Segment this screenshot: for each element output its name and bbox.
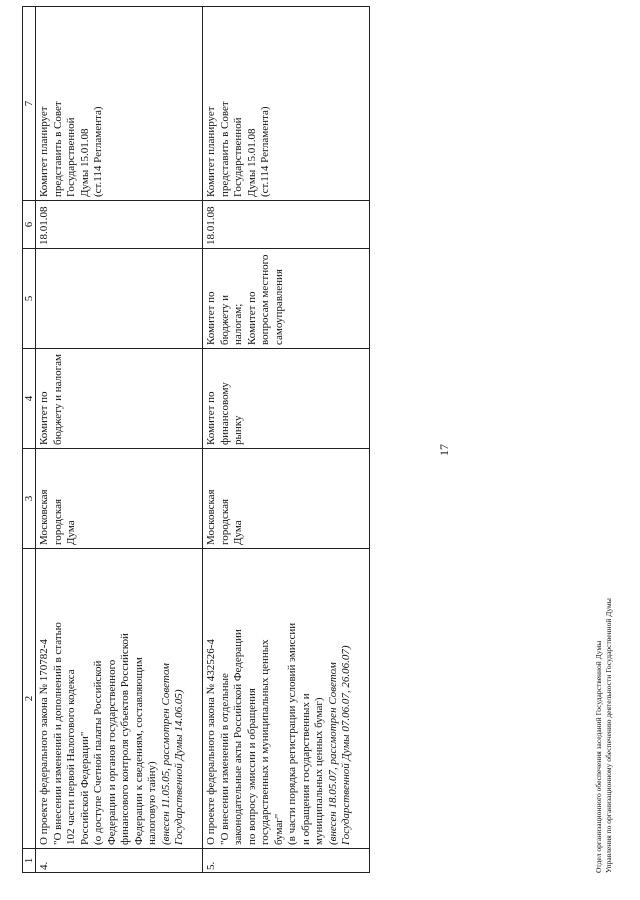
co-committees (203, 249, 370, 349)
item-number: 5. (203, 849, 370, 873)
bill-title-line: по вопросу эмиссии и обращения (245, 688, 258, 845)
committee-note-line: Государственной (232, 117, 244, 197)
committee-note-line: Думы 15.01.08 (78, 128, 91, 197)
column-header: 2 (23, 549, 36, 849)
table-row (36, 7, 203, 873)
bill-author-line: Московская городская (205, 489, 231, 545)
co-committees-line: бюджету и (218, 295, 231, 345)
header-row (23, 7, 36, 873)
committee-note-line: (ст.114 Регламента) (259, 106, 271, 197)
lead-committee (203, 349, 370, 449)
bill-title-line: Федерации к сведениям, составляющим (132, 657, 145, 845)
bill-title-line: финансового контроля субъектов Российской (119, 633, 131, 845)
committee-note (203, 7, 370, 201)
bill-status-line: (внесен 11.05.05, рассмотрен Советом (159, 663, 172, 845)
deadline-date: 18.01.08 (203, 201, 370, 249)
committee-note (36, 7, 203, 201)
bill-title-line: муниципальных ценных бумаг) (313, 697, 325, 845)
bill-title-line: (в части порядка регистрации условий эмиссии (286, 622, 298, 845)
lead-committee-line: рынку (232, 415, 244, 445)
co-committees (36, 249, 203, 349)
bill-title-line: Федерации и органов государственного (105, 659, 118, 845)
footer-department: Отдел организационного обеспечения заседаний Государственной Думы (594, 640, 603, 873)
bill-author-line: Дума (232, 520, 244, 545)
column-header: 7 (23, 7, 36, 201)
bill-status-line: (внесен 18.05.07, рассмотрен Советом (326, 662, 339, 845)
bill-title-line: О проекте федерального закона № 170782-4 (38, 639, 50, 845)
bill-title-line: 102 части первой Налогового кодекса (65, 669, 77, 845)
bill-author (203, 449, 370, 549)
committee-note-line: Думы 15.01.08 (245, 128, 258, 197)
bill-status-line: Государственной Думы 07.06.07, 26.06.07) (340, 645, 352, 845)
column-header: 4 (23, 349, 36, 449)
bill-author-line: Московская городская (38, 489, 64, 545)
bill-status-line: Государственной Думы 14.06.05) (173, 689, 185, 845)
bill-title-line: бумаг" (272, 813, 285, 845)
bill-title-line: (о доступе Счетной палаты Российской (92, 660, 104, 845)
bill-title-line: "О внесении изменений в отдельные (218, 673, 231, 845)
committee-note-line: Комитет планирует (205, 106, 217, 197)
bill-title-line: налоговую тайну) (146, 761, 158, 845)
lead-committee-line: Комитет по (205, 391, 217, 445)
co-committees-line: самоуправления (272, 269, 285, 345)
bill-author (36, 449, 203, 549)
co-committees-line: налогам; (232, 303, 244, 345)
bill-title-line: "О внесении изменений и дополнений в статью (51, 622, 64, 845)
column-header: 3 (23, 449, 36, 549)
item-number: 4. (36, 849, 203, 873)
bill-title (203, 549, 370, 849)
committee-note-line: (ст.114 Регламента) (92, 106, 104, 197)
column-header: 6 (23, 201, 36, 249)
footer-directorate: Управления по организационному обеспечению деятельности Государственной Думы (604, 598, 613, 873)
lead-committee-line: Комитет по (38, 391, 50, 445)
bill-title-line: Российской Федерации" (78, 731, 91, 845)
committee-note-line: представить в Совет (218, 101, 231, 197)
co-committees-line: Комитет по (205, 291, 217, 345)
bill-title-line: и обращения государственных и (299, 693, 312, 845)
lead-committee-line: финансовому (218, 382, 231, 445)
bill-author-line: Дума (65, 520, 77, 545)
deadline-date: 18.01.08 (36, 201, 203, 249)
table-row (203, 7, 370, 873)
lead-committee-line: бюджету и налогам (51, 354, 64, 445)
page-number: 17 (437, 444, 451, 456)
co-committees-line: вопросам местного (259, 254, 271, 345)
bill-title-line: государственных и муниципальных ценных (259, 639, 271, 845)
column-header: 5 (23, 249, 36, 349)
committee-note-line: представить в Совет (51, 101, 64, 197)
committee-note-line: Комитет планирует (38, 106, 50, 197)
bill-title-line: О проекте федерального закона № 432526-4 (205, 639, 217, 845)
committee-note-line: Государственной (65, 117, 77, 197)
bill-title-line: законодательные акты Российской Федерации (232, 629, 244, 845)
column-header: 1 (23, 849, 36, 873)
agenda-table (22, 6, 370, 873)
bill-title (36, 549, 203, 849)
lead-committee (36, 349, 203, 449)
co-committees-line: Комитет по (245, 291, 258, 345)
